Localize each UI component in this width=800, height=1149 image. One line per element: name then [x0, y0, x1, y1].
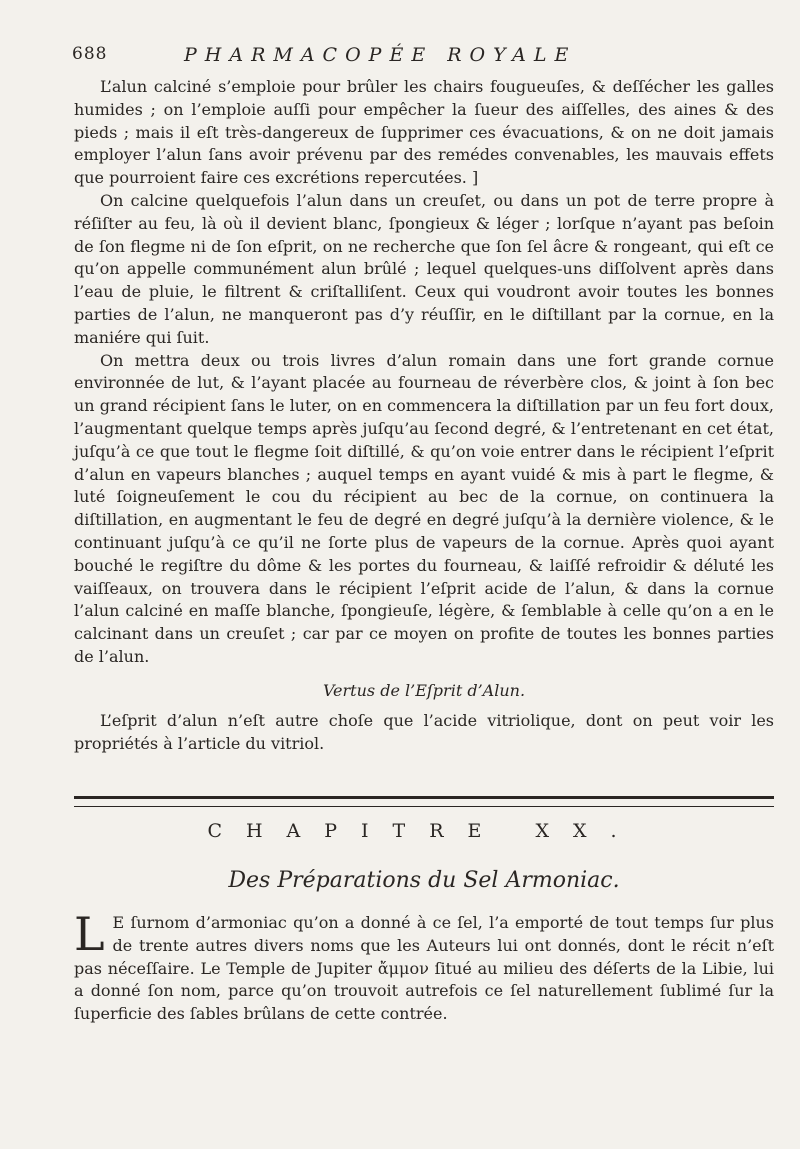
running-header	[72, 44, 772, 72]
running-title: PHARMACOPÉE ROYALE	[184, 44, 577, 66]
opening-text: E ſurnom d’armoniac qu’on a donné à ce ſel, l’a emporté de tout temps ſur plus de trente autres divers noms que les Auteurs lui ont donnés, dont le récit n’eſt pas néceſſaire. Le Temple de Jupiter ἄμμον ſitué au milieu des déſerts de la Libie, lui a donné ſon nom, parce qu’on trouvoit autrefois ce ſel naturellement ſublimé ſur la ſuperficie des ſables brûlans de cette contrée.	[74, 913, 774, 1024]
paragraph-calcination: On calcine quelquefois l’alun dans un creuſet, ou dans un pot de terre propre à réſiſter au feu, là où il devient blanc, ſpongieux & léger ; lorſque n’ayant pas beſoin de ſon flegme ni de ſon eſprit, on ne recherche que ſon ſel âcre & rongeant, qui eſt ce qu’on appelle communément alun brûlé ; lequel quelques-uns diſſolvent après dans l’eau de pluie, le filtrent & criſtalliſent. Ceux qui voudront avoir toutes les bonnes parties de l’alun, ne manqueront pas d’y réuſſir, en le diſtillant par la cornue, en la maniére qui ſuit.	[74, 190, 774, 347]
paragraph-alun-calcine: L’alun calciné s’emploie pour brûler les chairs fougueuſes, & deſſécher les galles humides ; on l’emploie auſſi pour empêcher la ſueur des aiſſelles, des aines & des pieds ; mais il eſt très-dangereux de ſupprimer ces évacuations, & on ne doit jamais employer l’alun ſans avoir prévenu par des remédes convenables, les mauvais effets que pourroient faire ces excrétions repercutées. ]	[74, 77, 774, 188]
chapter-title: Des Préparations du Sel Armoniac.	[228, 868, 620, 893]
paragraph-vertus: L’eſprit d’alun n’eſt autre choſe que l’acide vitriolique, dont on peut voir les propriétés à l’article du vitriol.	[74, 710, 774, 753]
body-text	[74, 76, 774, 755]
chapter-divider-rule	[74, 796, 774, 807]
opening-paragraph	[74, 907, 774, 1026]
paragraph-distillation: On mettra deux ou trois livres d’alun romain dans une fort grande cornue environnée de lut, & l’ayant placée au fourneau de réverbère clos, & joint à ſon bec un grand récipient ſans le luter, on en commencera la diſtillation par un feu fort doux, l’augmentant quelque temps après juſqu’au ſecond degré, & l’entretenant en cet état, juſqu’à ce que tout le flegme ſoit diſtillé, & qu’on voie entrer dans le récipient l’eſprit d’alun en vapeurs blanches ; auquel temps en ayant vuidé & mis à part le flegme, & luté ſoigneuſement le cou du récipient au bec de la cornue, on continuera la diſtillation, en augmentant le feu de degré en degré juſqu’à la dernière violence, & le continuant juſqu’à ce qu’il ne ſorte plus de vapeurs de la cornue. Après quoi ayant bouché le regiſtre du dôme & les portes du fourneau, & laiſſé refroidir & déluté les vaiſſeaux, on trouvera dans le récipient l’eſprit acide de l’alun, & dans la cornue l’alun calciné en maſſe blanche, ſpongieuſe, légère, & ſemblable à celle qu’on a en le calcinant dans un creuſet ; car par ce moyen on profite de toutes les bonnes parties de l’alun.	[74, 350, 774, 666]
chapter-heading: CHAPITRE XX.	[207, 820, 641, 842]
drop-cap: L	[74, 907, 105, 961]
chapter-opening	[74, 907, 774, 1026]
section-subheading: Vertus de l’Eſprit d’Alun.	[322, 680, 526, 700]
page-number: 688	[72, 44, 108, 64]
